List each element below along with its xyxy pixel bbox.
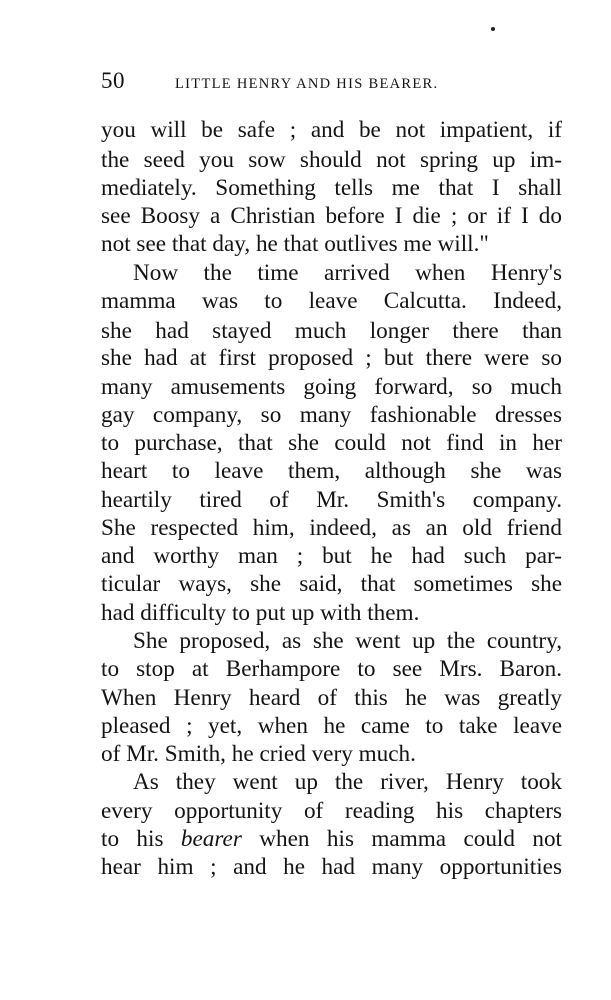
text-line: see Boosy a Christian before I die ; or if I do <box>101 203 562 229</box>
text-line: ticular ways, she said, that sometimes she <box>101 571 562 597</box>
text-fragment: to his <box>101 826 164 852</box>
text-line: you will be safe ; and be not impatient, if <box>101 117 562 143</box>
text-line: gay company, so many fashionable dresses <box>101 402 562 428</box>
text-line: many amusements going forward, so much <box>101 374 562 400</box>
running-head: LITTLE HENRY AND HIS BEARER. <box>175 76 439 92</box>
speck-mark <box>491 27 495 31</box>
text-line: had difficulty to put up with them. <box>101 600 420 626</box>
text-line: hear him ; and he had many opportunities <box>101 854 562 880</box>
text-line: mediately. Something tells me that I shall <box>101 175 562 201</box>
text-line: she had at first proposed ; but there were so <box>101 345 562 371</box>
text-line: the seed you sow should not spring up im- <box>101 147 562 173</box>
text-line: heartily tired of Mr. Smith's company. <box>101 487 562 513</box>
text-line: and worthy man ; but he had such par- <box>101 543 562 569</box>
text-line: to stop at Berhampore to see Mrs. Baron. <box>101 656 562 682</box>
text-line: As they went up the river, Henry took <box>133 769 562 795</box>
text-line: mamma was to leave Calcutta. Indeed, <box>101 288 562 314</box>
text-line: not see that day, he that outlives me will." <box>101 231 489 257</box>
text-line: to purchase, that she could not find in her <box>101 430 562 456</box>
text-line <box>101 824 562 854</box>
italic-word: bearer <box>180 826 242 852</box>
page-header <box>101 68 561 104</box>
text-line: of Mr. Smith, he cried very much. <box>101 741 416 767</box>
text-line: pleased ; yet, when he came to take leave <box>101 713 562 739</box>
text-fragment: when his mamma could not <box>259 826 562 852</box>
text-line: heart to leave them, although she was <box>101 458 562 484</box>
text-line: She proposed, as she went up the country, <box>133 628 562 654</box>
text-line: she had stayed much longer there than <box>101 318 562 344</box>
text-line: Now the time arrived when Henry's <box>133 260 562 286</box>
page-number: 50 <box>101 68 125 93</box>
text-line: When Henry heard of this he was greatly <box>101 685 562 711</box>
text-line: She respected him, indeed, as an old friend <box>101 515 562 541</box>
text-line: every opportunity of reading his chapters <box>101 798 562 824</box>
